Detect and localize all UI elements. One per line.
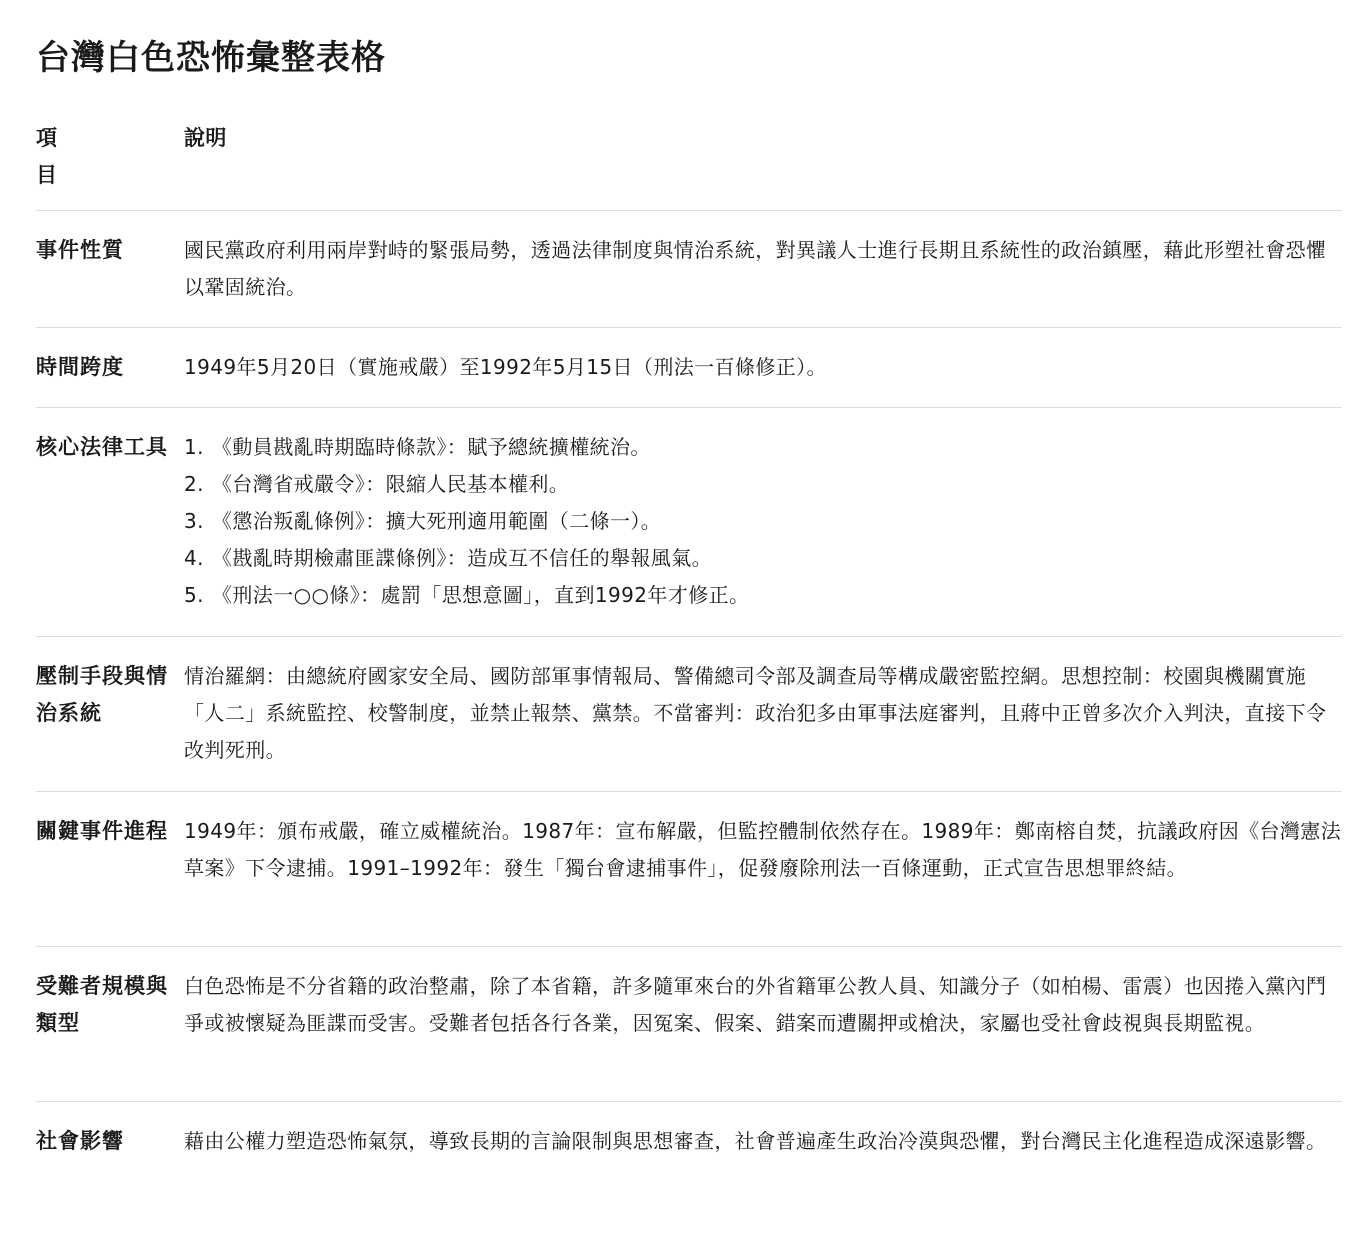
table-row	[36, 1102, 1342, 1219]
row-value: 1949年5月20日（實施戒嚴）至1992年5月15日（刑法一百條修正）。	[184, 355, 827, 379]
list-item: 3. 《懲治叛亂條例》：擴大死刑適用範圍（二條一）。	[184, 509, 662, 533]
list-item: 5. 《刑法一○○條》：處罰「思想意圖」，直到1992年才修正。	[184, 583, 750, 607]
list-item: 2. 《台灣省戒嚴令》：限縮人民基本權利。	[184, 472, 570, 496]
table-row	[36, 792, 1342, 947]
row-key: 事件性質	[36, 238, 124, 262]
list-item: 1. 《動員戡亂時期臨時條款》：賦予總統擴權統治。	[184, 435, 651, 459]
row-key: 關鍵事件進程	[36, 819, 168, 843]
table-row	[36, 408, 1342, 637]
row-value: 白色恐怖是不分省籍的政治整肅，除了本省籍，許多隨軍來台的外省籍軍公教人員、知識分子（如柏楊、雷震）也因捲入黨內鬥爭或被懷疑為匪諜而受害。受難者包括各行各業，因冤案、假案、錯案而遭關押或槍決，家屬也受社會歧視與長期監視。	[184, 974, 1327, 1035]
law-list	[184, 429, 1342, 614]
row-key: 壓制手段與情治系統	[36, 664, 168, 725]
table-row	[36, 211, 1342, 328]
table-row	[36, 637, 1342, 792]
row-value: 1949年：頒布戒嚴，確立威權統治。1987年：宣布解嚴，但監控體制依然存在。1989年：鄭南榕自焚，抗議政府因《台灣憲法草案》下令逮捕。1991–1992年：發生「獨台會逮捕事件」，促發廢除刑法一百條運動，正式宣告思想罪終結。	[184, 819, 1342, 880]
row-key: 受難者規模與類型	[36, 974, 168, 1035]
row-value: 國民黨政府利用兩岸對峙的緊張局勢，透過法律制度與情治系統，對異議人士進行長期且系統性的政治鎮壓，藉此形塑社會恐懼以鞏固統治。	[184, 238, 1327, 299]
header-desc: 說明	[184, 126, 227, 150]
list-item: 4. 《戡亂時期檢肅匪諜條例》：造成互不信任的舉報風氣。	[184, 546, 712, 570]
row-value	[184, 429, 1342, 636]
summary-table	[36, 120, 1342, 1219]
table-row	[36, 947, 1342, 1102]
row-key: 核心法律工具	[36, 435, 168, 459]
table-header-row	[36, 120, 1342, 211]
page-title: 台灣白色恐怖彙整表格	[36, 38, 386, 78]
row-key: 社會影響	[36, 1129, 124, 1153]
row-value: 藉由公權力塑造恐怖氣氛，導致長期的言論限制與思想審查，社會普遍產生政治冷漠與恐懼，對台灣民主化進程造成深遠影響。	[184, 1129, 1327, 1153]
table-row	[36, 328, 1342, 408]
header-item: 項目	[36, 126, 58, 187]
row-key: 時間跨度	[36, 355, 124, 379]
row-value: 情治羅網：由總統府國家安全局、國防部軍事情報局、警備總司令部及調查局等構成嚴密監控網。思想控制：校園與機關實施「人二」系統監控、校警制度，並禁止報禁、黨禁。不當審判：政治犯多由軍事法庭審判，且蔣中正曾多次介入判決，直接下令改判死刑。	[184, 664, 1327, 762]
